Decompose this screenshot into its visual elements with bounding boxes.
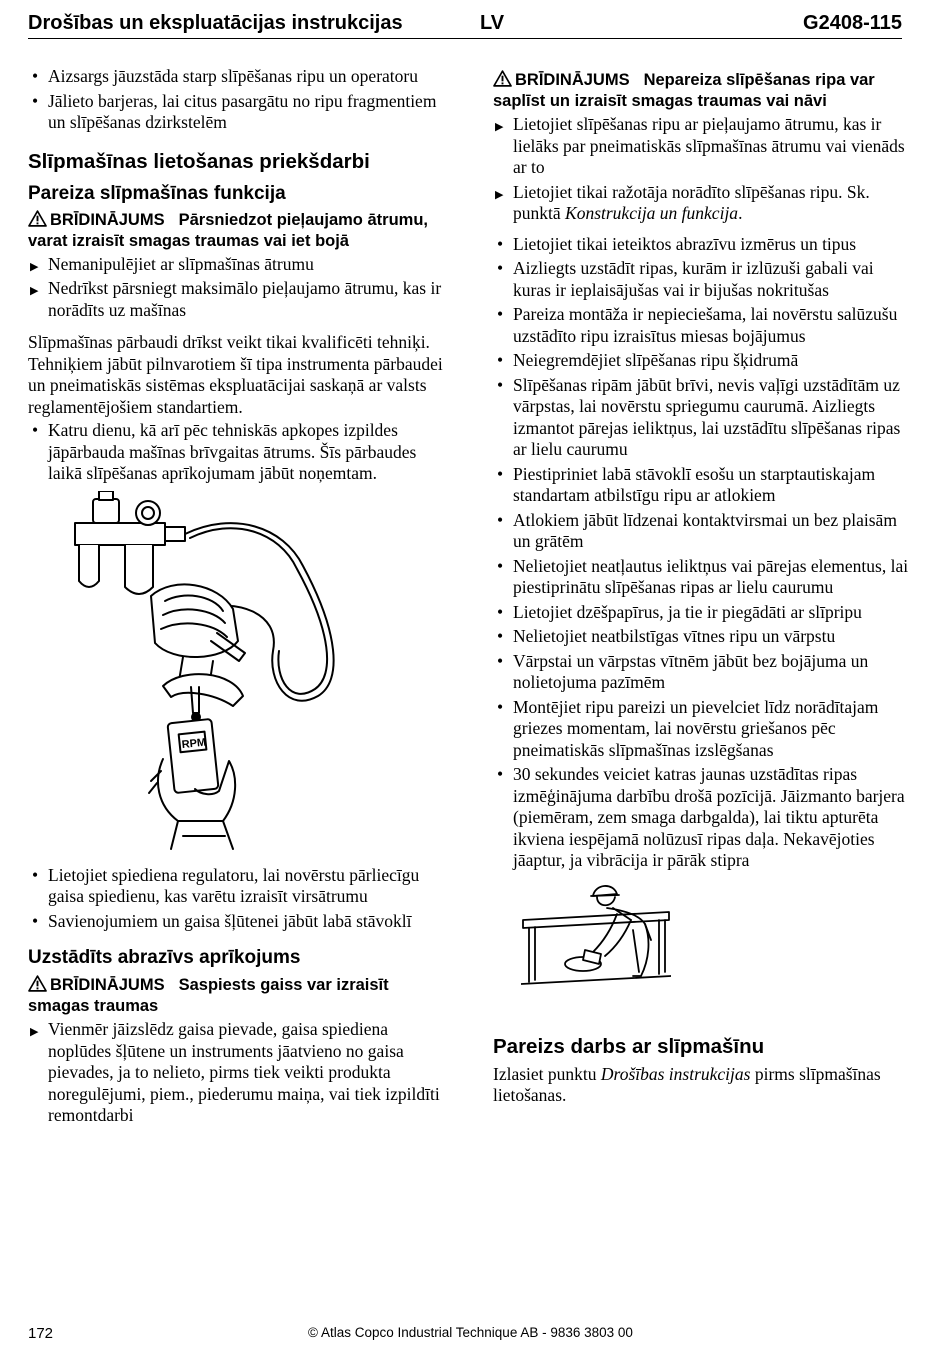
section-title: Pareizs darbs ar slīpmašīnu [493, 1034, 765, 1058]
arrow-right-icon: ▶ [30, 285, 39, 297]
list-item: • Jālieto barjeras, lai citus pasargātu no ripu fragmentiem un slīpēšanas dzirkstelēm [32, 90, 437, 132]
arrow-right-icon: ▶ [30, 260, 39, 273]
list-item: • Nelietojiet neatbilstīgas vītnes ripu un vārpstu [497, 626, 836, 646]
list-item: • Aizsargs jāuzstāda starp slīpēšanas ripu un operatoru [32, 66, 418, 86]
subsection-title: Uzstādīts abrazīvs aprīkojums [28, 947, 301, 968]
list-item: ▶ Nemanipulējiet ar slīpmašīnas ātrumu [28, 254, 448, 276]
tachometer-check-illustration [33, 491, 363, 851]
list-item: • 30 sekundes veiciet katras jaunas uzstādītas ripas izmēģinājuma darbību drošā pozīcijā. Jāizmanto barjera (piemēram, zem smaga darbgalda), lai tiktu apturēta ikviena iespējamā nolūzusī ripas daļa. Nekavējoties jāaptur, ja vibrācija ir pārāk stipra [497, 764, 905, 870]
list-item: • Pareiza montāža ir nepieciešama, lai novērstu salūzušu uzstādīto ripu izraisītus miesas bojājumus [497, 304, 898, 346]
list-item: • Nelietojiet neatļautus ieliktņus vai pārejas elementus, lai piestiprinātu slīpēšanas ripas ar lielu caurumu [497, 555, 909, 597]
arrow-right-icon: ▶ [495, 121, 504, 133]
warning-text: Saspiests gaiss var izraisīt smagas traumas [28, 976, 389, 1015]
list-item: • Atlokiem jābūt līdzenai kontaktvirsmai un bez plaisām un grātēm [497, 509, 897, 551]
document-code: G2408-115 [803, 12, 902, 34]
list-item: ▶ Nedrīkst pārsniegt maksimālo pieļaujamo ātrumu, kas ir norādīts uz mašīnas [30, 278, 442, 320]
warning-triangle-icon [493, 70, 512, 87]
subsection-title: Pareiza slīpmašīnas funkcija [28, 182, 286, 204]
operation-paragraph: Izlasiet punktu Drošības instrukcijas pirms slīpmašīnas lietošanas. [493, 1063, 881, 1105]
list-item: • Savienojumiem un gaisa šļūtenei jābūt labā stāvoklī [32, 910, 412, 931]
daily-check-list [28, 420, 448, 485]
right-column [493, 66, 913, 1107]
copyright-notice: © Atlas Copco Industrial Technique AB - 9836 3803 00 [308, 1325, 633, 1340]
list-item: • Montējiet ripu pareizi un pievelciet līdz norādītajam griezes momentam, lai novērstu griešanos pēc pneimatiskās slīpmašīnas izslēgšanas [497, 696, 879, 760]
arrow-right-icon: ▶ [495, 188, 504, 201]
warning-label: BRĪDINĀJUMS [50, 210, 165, 229]
list-item: ▶ Lietojiet slīpēšanas ripu ar pieļaujamo ātrumu, kas ir lielāks par pneimatiskās slīpmašīnas ātrumu vai vienāds ar to [495, 114, 905, 177]
document-title: Drošības un ekspluatācijas instrukcijas [28, 12, 403, 34]
list-item: ▶ Lietojiet tikai ražotāja norādīto slīpēšanas ripu. Sk. punktā Konstrukcija un funkcija. [495, 181, 870, 223]
list-item: ▶ Vienmēr jāizslēdz gaisa pievade, gaisa spiediena noplūdes šļūtene un instruments jāatvieno no gaisa pievades, ja to nelieto, pirms tiek veikti produkta noregulējumi, piem., piederumu maiņa, vai tiek izpildīti remontdarbi [30, 1019, 440, 1125]
arrow-right-icon: ▶ [30, 1026, 39, 1038]
warning-label: BRĪDINĀJUMS [50, 976, 165, 994]
list-item: • Aizliegts uzstādīt ripas, kurām ir izlūzuši gabali vai kuras ir ieplaisājušas vai ir bijušas nokritušas [497, 258, 874, 300]
warning-text: Pārsniedzot pieļaujamo ātrumu, varat izraisīt smagas traumas vai iet bojā [28, 210, 428, 250]
section-title: Slīpmašīnas lietošanas priekšdarbi [28, 149, 370, 173]
page-header [28, 10, 902, 39]
abrasive-bullet-list [493, 234, 913, 872]
list-item: • Lietojiet dzēšpapīrus, ja tie ir piegādāti ar slīpripu [497, 601, 862, 622]
list-item: • Neiegremdējiet slīpēšanas ripu šķidrumā [497, 350, 799, 370]
guard-bullet-list [28, 66, 448, 134]
page-number: 172 [28, 1325, 54, 1342]
list-item: • Piestipriniet labā stāvoklī esošu un starptautiskajam standartam atbilstīgu ripu ar atlokiem [497, 463, 876, 505]
air-supply-instruction-list [28, 1019, 448, 1127]
list-item: • Vārpstai un vārpstas vītnēm jābūt bez bojājuma un nolietojuma pazīmēm [497, 650, 869, 692]
cross-reference: Konstrukcija un funkcija [565, 203, 739, 223]
speed-instruction-list [28, 254, 448, 322]
left-column [28, 66, 448, 1130]
language-code: LV [480, 12, 505, 34]
list-item: • Slīpēšanas ripām jābūt brīvi, nevis vaļīgi uzstādītām uz vārpstas, lai novērstu spriegumu caurumā. Aizliegts izmantot pārejas ieliktņus, lai uzstādītu slīpēšanas ripas ar lielu caurumu [497, 374, 901, 459]
warning-triangle-icon [28, 975, 47, 992]
warning-block [28, 975, 448, 1017]
list-item: • Lietojiet spiediena regulatoru, lai novērstu pārliecīgu gaisa spiedienu, kas varētu izraisīt virsātrumu [32, 864, 420, 906]
test-run-under-bench-illustration [521, 880, 671, 990]
warning-block [28, 210, 448, 252]
warning-block [493, 70, 913, 112]
pressure-bullet-list [28, 865, 448, 933]
wheel-instruction-list [493, 114, 913, 225]
warning-triangle-icon [28, 210, 47, 227]
list-item: • Katru dienu, kā arī pēc tehniskās apkopes izpildes jāpārbauda mašīnas brīvgaitas ātrums. Šīs pārbaudes laikā slīpēšanas aprīkojumam jābūt noņemtam. [32, 420, 417, 483]
rpm-label: RPM [181, 736, 207, 751]
inspection-paragraph: Slīpmašīnas pārbaudi drīkst veikt tikai kvalificēti tehniķi. Tehniķiem jābūt pilnvarotiem šī tipa instrumenta pārbaudei un pneimatiskās sistēmas ekspluatācijai saskaņā ar valsts reglamentējošiem standartiem. [28, 332, 443, 417]
warning-label: BRĪDINĀJUMS [515, 71, 630, 89]
cross-reference: Drošības instrukcijas [600, 1063, 751, 1084]
warning-text: Nepareiza slīpēšanas ripa var saplīst un izraisīt smagas traumas vai nāvi [493, 71, 875, 110]
list-item: • Lietojiet tikai ieteiktos abrazīvu izmērus un tipus [497, 233, 857, 254]
